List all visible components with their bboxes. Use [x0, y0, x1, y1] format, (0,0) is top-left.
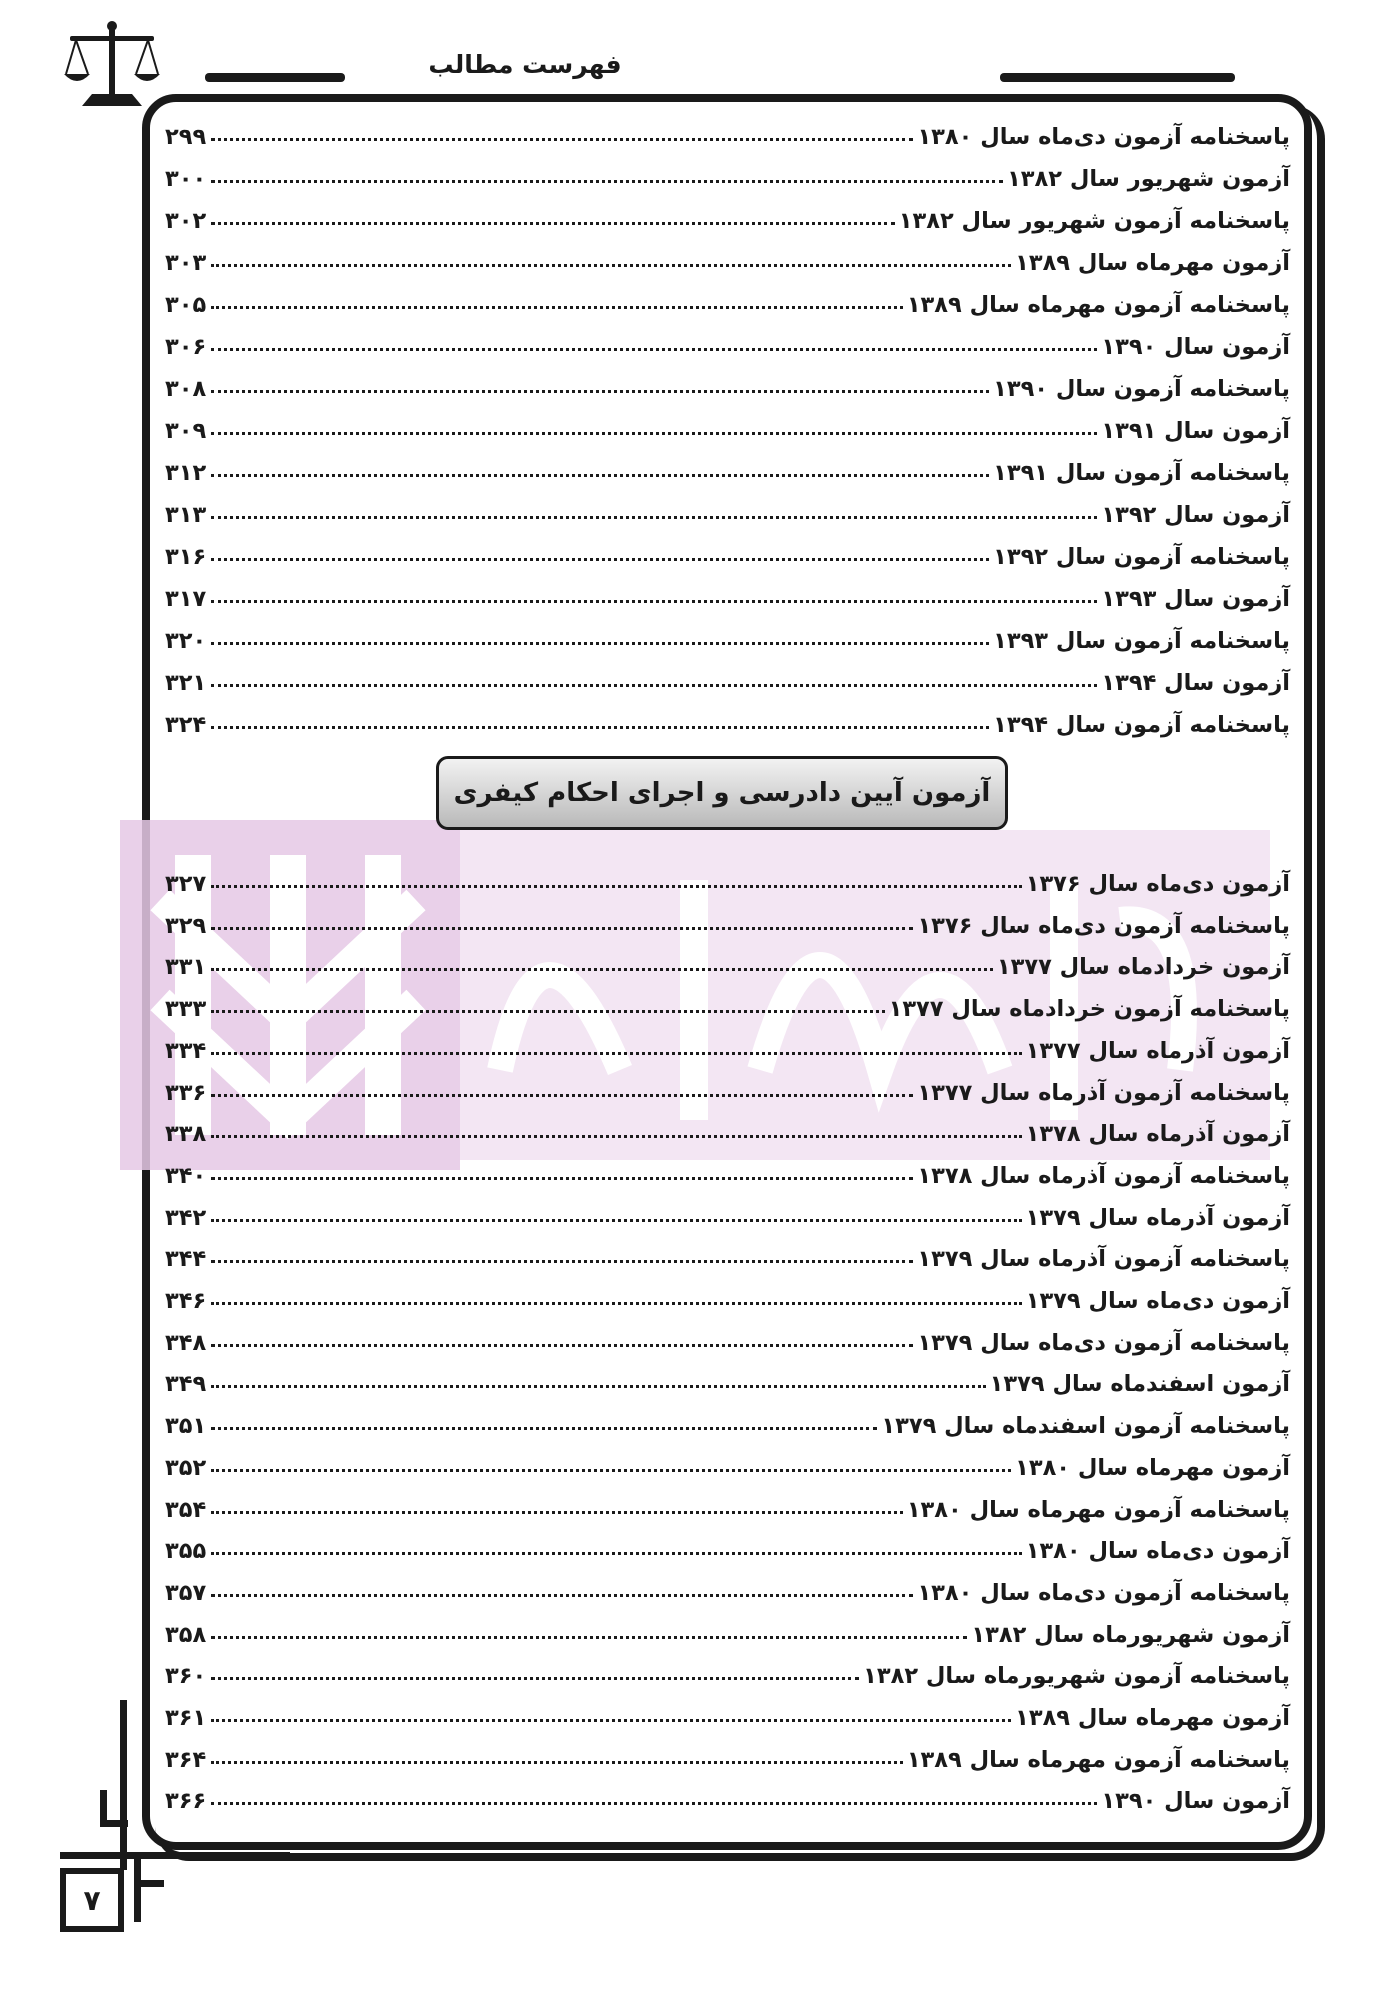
toc-entry [165, 276, 1290, 318]
toc-entry-page: ۳۲۱ [165, 670, 207, 696]
toc-dot-leader [211, 306, 903, 309]
toc-entry [165, 1314, 1290, 1356]
corner-ornament [100, 1790, 107, 1825]
toc-entry-page: ۳۱۲ [165, 460, 207, 486]
corner-ornament [120, 1700, 127, 1870]
toc-entry-page: ۳۰۸ [165, 376, 207, 402]
toc-entry [165, 1481, 1290, 1523]
toc-entry-page: ۳۳۶ [165, 1079, 207, 1106]
toc-entry [165, 938, 1290, 980]
toc-entry-title: پاسخنامه آزمون آذرماه سال ۱۳۷۷ [917, 1079, 1290, 1106]
toc-entry-page: ۳۰۳ [165, 250, 207, 276]
toc-dot-leader [211, 1010, 885, 1013]
toc-dot-leader [211, 1761, 903, 1764]
toc-dot-leader [211, 1594, 913, 1597]
toc-entry-title: پاسخنامه آزمون دی‌ماه سال ۱۳۸۰ [917, 1579, 1290, 1606]
toc-dot-leader [211, 600, 1097, 603]
toc-entry-page: ۳۳۸ [165, 1121, 207, 1148]
corner-ornament [134, 1880, 164, 1887]
toc-dot-leader [211, 1677, 859, 1680]
toc-entry [165, 1189, 1290, 1231]
toc-entry-title: پاسخنامه آزمون دی‌ماه سال ۱۳۸۰ [917, 124, 1290, 150]
toc-entry-title: پاسخنامه آزمون سال ۱۳۹۰ [993, 376, 1290, 402]
toc-entry-page: ۳۲۷ [165, 871, 207, 897]
toc-entry-title: آزمون سال ۱۳۹۰ [1101, 334, 1290, 360]
toc-entry-title: پاسخنامه آزمون شهریور سال ۱۳۸۲ [898, 208, 1290, 234]
toc-dot-leader [211, 1385, 986, 1388]
toc-entry-page: ۳۰۲ [165, 208, 207, 234]
toc-entry-page: ۳۳۳ [165, 996, 207, 1023]
toc-dot-leader [211, 390, 989, 393]
toc-entry-title: پاسخنامه آزمون آذرماه سال ۱۳۷۹ [917, 1246, 1290, 1273]
toc-entry [165, 1105, 1290, 1147]
toc-entry-title: آزمون دی‌ماه سال ۱۳۷۹ [1025, 1288, 1290, 1314]
toc-entry-title: آزمون دی‌ماه سال ۱۳۷۶ [1025, 871, 1290, 897]
toc-entry [165, 1564, 1290, 1606]
toc-entry-title: آزمون سال ۱۳۹۴ [1101, 670, 1290, 696]
toc-dot-leader [211, 432, 1097, 435]
toc-entry [165, 1230, 1290, 1272]
toc-entry-page: ۳۴۹ [165, 1371, 207, 1398]
toc-entry [165, 234, 1290, 276]
toc-dot-leader [211, 1344, 913, 1347]
toc-dot-leader [211, 474, 989, 477]
page-number: ۷ [60, 1868, 124, 1932]
toc-dot-leader [211, 138, 913, 141]
toc-dot-leader [211, 1802, 1097, 1805]
toc-entry [165, 1272, 1290, 1314]
toc-entry-page: ۳۶۴ [165, 1746, 207, 1773]
toc-dot-leader [211, 1177, 913, 1180]
toc-entry [165, 192, 1290, 234]
toc-entry-title: آزمون سال ۱۳۹۰ [1101, 1788, 1290, 1815]
toc-dot-leader [211, 516, 1097, 519]
toc-entry-page: ۳۲۹ [165, 912, 207, 939]
toc-entry [165, 855, 1290, 897]
toc-entry-page: ۳۰۵ [165, 292, 207, 318]
toc-entry-title: پاسخنامه آزمون دی‌ماه سال ۱۳۷۶ [917, 912, 1290, 939]
toc-entry-page: ۳۰۶ [165, 334, 207, 360]
toc-entry [165, 897, 1290, 939]
toc-entry [165, 1355, 1290, 1397]
toc-entry [165, 318, 1290, 360]
toc-entry [165, 1689, 1290, 1731]
toc-entry-page: ۳۴۲ [165, 1204, 207, 1231]
toc-entry [165, 1439, 1290, 1481]
toc-entry [165, 1647, 1290, 1689]
toc-entry-page: ۳۲۰ [165, 628, 207, 654]
toc-entry-page: ۲۹۹ [165, 124, 207, 150]
toc-dot-leader [211, 927, 913, 930]
toc-entry [165, 1397, 1290, 1439]
toc-entry-page: ۳۵۸ [165, 1621, 207, 1648]
toc-entry-page: ۳۴۶ [165, 1288, 207, 1314]
toc-entry-title: آزمون سال ۱۳۹۱ [1101, 418, 1290, 444]
toc-entry [165, 1772, 1290, 1814]
toc-entry [165, 528, 1290, 570]
toc-entry-title: پاسخنامه آزمون مهرماه سال ۱۳۸۹ [906, 1746, 1290, 1773]
toc-entry-title: آزمون مهرماه سال ۱۳۸۹ [1015, 250, 1290, 276]
toc-entry-page: ۳۴۴ [165, 1246, 207, 1273]
toc-dot-leader [211, 1302, 1022, 1305]
toc-entry [165, 696, 1290, 738]
toc-entry-title: پاسخنامه آزمون اسفندماه سال ۱۳۷۹ [881, 1413, 1290, 1440]
toc-entry-page: ۳۶۱ [165, 1705, 207, 1731]
toc-entry [165, 1147, 1290, 1189]
toc-entry-page: ۳۵۴ [165, 1496, 207, 1523]
toc-entry [165, 1731, 1290, 1773]
page-title: فهرست مطالب [428, 50, 622, 79]
toc-entry-title: آزمون سال ۱۳۹۲ [1101, 502, 1290, 528]
header-rule-right [1000, 73, 1235, 82]
toc-entry-title: پاسخنامه آزمون سال ۱۳۹۲ [993, 544, 1290, 570]
toc-entry-title: آزمون شهریور سال ۱۳۸۲ [1007, 166, 1290, 192]
toc-entry-title: پاسخنامه آزمون مهرماه سال ۱۳۸۰ [906, 1496, 1290, 1523]
toc-entry-page: ۳۲۴ [165, 712, 207, 738]
corner-ornament [60, 1852, 290, 1859]
toc-dot-leader [211, 684, 1097, 687]
toc-entry-title: آزمون خردادماه سال ۱۳۷۷ [996, 954, 1290, 981]
header-rule-left [205, 73, 345, 82]
toc-entry-title: پاسخنامه آزمون دی‌ماه سال ۱۳۷۹ [917, 1329, 1290, 1356]
toc-entry-page: ۳۰۰ [165, 166, 207, 192]
toc-entry-title: آزمون دی‌ماه سال ۱۳۸۰ [1025, 1538, 1290, 1565]
toc-dot-leader [211, 348, 1097, 351]
toc-entry [165, 402, 1290, 444]
toc-entry-page: ۳۴۸ [165, 1329, 207, 1356]
toc-entry [165, 360, 1290, 402]
toc-dot-leader [211, 1552, 1022, 1555]
toc-dot-leader [211, 1094, 913, 1097]
toc-dot-leader [211, 180, 1003, 183]
toc-entry-page: ۳۱۷ [165, 586, 207, 612]
toc-entry-page: ۳۶۶ [165, 1788, 207, 1815]
toc-entry-page: ۳۴۰ [165, 1162, 207, 1189]
toc-dot-leader [211, 1427, 877, 1430]
corner-ornament [134, 1852, 141, 1922]
toc-entry-page: ۳۶۰ [165, 1663, 207, 1690]
toc-entry-title: پاسخنامه آزمون سال ۱۳۹۳ [993, 628, 1290, 654]
toc-entry-title: پاسخنامه آزمون آذرماه سال ۱۳۷۸ [917, 1162, 1290, 1189]
toc-entry-title: آزمون شهریورماه سال ۱۳۸۲ [971, 1621, 1290, 1648]
toc-entry-title: آزمون سال ۱۳۹۳ [1101, 586, 1290, 612]
toc-dot-leader [211, 968, 993, 971]
toc-entry-page: ۳۵۷ [165, 1579, 207, 1606]
scales-of-justice-icon [62, 18, 162, 110]
toc-dot-leader [211, 726, 989, 729]
toc-entry-title: پاسخنامه آزمون شهریورماه سال ۱۳۸۲ [863, 1663, 1290, 1690]
toc-entry-title: پاسخنامه آزمون خردادماه سال ۱۳۷۷ [888, 996, 1290, 1023]
toc-entry-title: آزمون اسفندماه سال ۱۳۷۹ [989, 1371, 1290, 1398]
toc-entry [165, 612, 1290, 654]
toc-entry [165, 980, 1290, 1022]
toc-entry-page: ۳۳۴ [165, 1037, 207, 1064]
toc-entry-title: آزمون آذرماه سال ۱۳۷۸ [1025, 1121, 1290, 1148]
toc-entry-title: پاسخنامه آزمون سال ۱۳۹۱ [993, 460, 1290, 486]
toc-entry [165, 486, 1290, 528]
toc-entry [165, 1606, 1290, 1648]
toc-entry-title: آزمون آذرماه سال ۱۳۷۹ [1025, 1204, 1290, 1231]
toc-entry-page: ۳۵۲ [165, 1454, 207, 1481]
toc-dot-leader [211, 1135, 1022, 1138]
toc-entry [165, 1522, 1290, 1564]
toc-entry-title: پاسخنامه آزمون سال ۱۳۹۴ [993, 712, 1290, 738]
section-heading: آزمون آیین دادرسی و اجرای احکام کیفری [436, 756, 1008, 830]
toc-entry-page: ۳۵۵ [165, 1538, 207, 1565]
toc-dot-leader [211, 642, 989, 645]
toc-entry-title: آزمون مهرماه سال ۱۳۸۰ [1015, 1454, 1290, 1481]
toc-dot-leader [211, 1052, 1022, 1055]
toc-entry [165, 108, 1290, 150]
toc-dot-leader [211, 1719, 1011, 1722]
toc-entry [165, 444, 1290, 486]
toc-dot-leader [211, 1219, 1022, 1222]
toc-entry-title: آزمون مهرماه سال ۱۳۸۹ [1015, 1705, 1290, 1731]
toc-entry [165, 1022, 1290, 1064]
toc-dot-leader [211, 222, 895, 225]
toc-entry [165, 570, 1290, 612]
toc-entry-title: آزمون آذرماه سال ۱۳۷۷ [1025, 1037, 1290, 1064]
toc-dot-leader [211, 1469, 1011, 1472]
toc-dot-leader [211, 1511, 903, 1514]
toc-entry-title: پاسخنامه آزمون مهرماه سال ۱۳۸۹ [906, 292, 1290, 318]
toc-entry-page: ۳۳۱ [165, 954, 207, 981]
toc-entry [165, 150, 1290, 192]
toc-entry [165, 1064, 1290, 1106]
toc-dot-leader [211, 1636, 967, 1639]
toc-dot-leader [211, 1260, 913, 1263]
toc-dot-leader [211, 558, 989, 561]
toc-entry [165, 654, 1290, 696]
toc-entry-page: ۳۰۹ [165, 418, 207, 444]
toc-dot-leader [211, 885, 1022, 888]
toc-dot-leader [211, 264, 1011, 267]
toc-entry-page: ۳۱۶ [165, 544, 207, 570]
toc-entry-page: ۳۵۱ [165, 1413, 207, 1440]
toc-entry-page: ۳۱۳ [165, 502, 207, 528]
